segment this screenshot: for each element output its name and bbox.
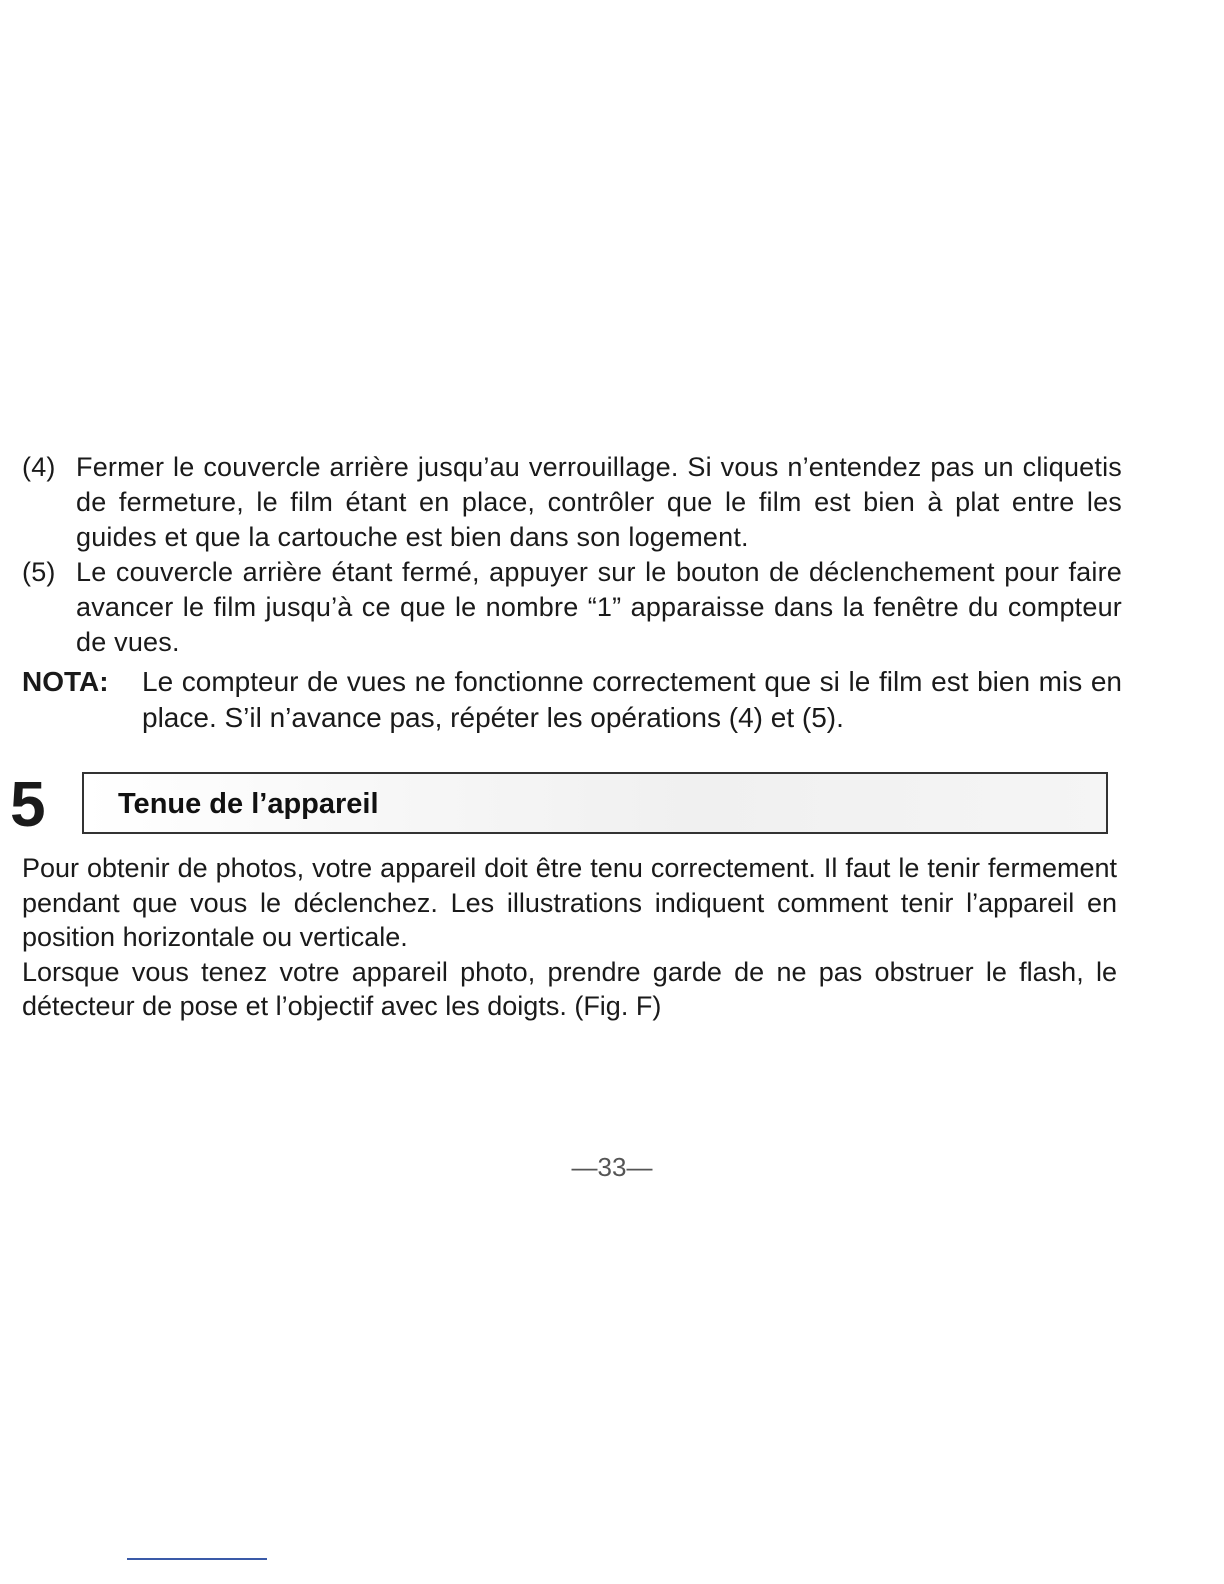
nota-block <box>22 664 1122 736</box>
nota-label: NOTA: <box>22 666 109 697</box>
body-paragraph: Lorsque vous tenez votre appareil photo, prendre garde de ne pas obstruer le flash, le détecteur de pose et l’objectif avec les doigts. (Fig. F) <box>22 956 1117 1021</box>
nota-text: Le compteur de vues ne fonctionne correctement que si le film est bien mis en place. S’il n’avance pas, répéter les opérations (4) et (5). <box>142 666 1122 733</box>
section-body <box>22 851 1117 1024</box>
step-text: Le couvercle arrière étant fermé, appuyer sur le bouton de déclenchement pour faire avancer le film jusqu’à ce que le nombre “1” apparaisse dans la fenêtre du compteur de vues. <box>76 557 1122 657</box>
body-paragraph: Pour obtenir de photos, votre appareil doit être tenu correctement. Il faut le tenir fermement pendant que vous le déclenchez. Les illustrations indiquent comment tenir l’appareil en position horizontale ou verticale. <box>22 853 1117 952</box>
page-number: —33— <box>571 1152 653 1182</box>
step-text: Fermer le couvercle arrière jusqu’au verrouillage. Si vous n’entendez pas un cliquetis de fermeture, le film étant en place, contrôler que le film est bien à plat entre les guides et que la cartouche est bien dans son logement. <box>76 452 1122 552</box>
step-item-4 <box>22 450 1122 555</box>
section-number: 5 <box>10 768 46 840</box>
section-heading-box <box>82 772 1108 834</box>
step-number: (4) <box>22 452 56 482</box>
step-item-5 <box>22 555 1122 660</box>
section-title: Tenue de l’appareil <box>118 788 379 820</box>
step-number: (5) <box>22 557 56 587</box>
footnote-rule <box>127 1558 267 1560</box>
